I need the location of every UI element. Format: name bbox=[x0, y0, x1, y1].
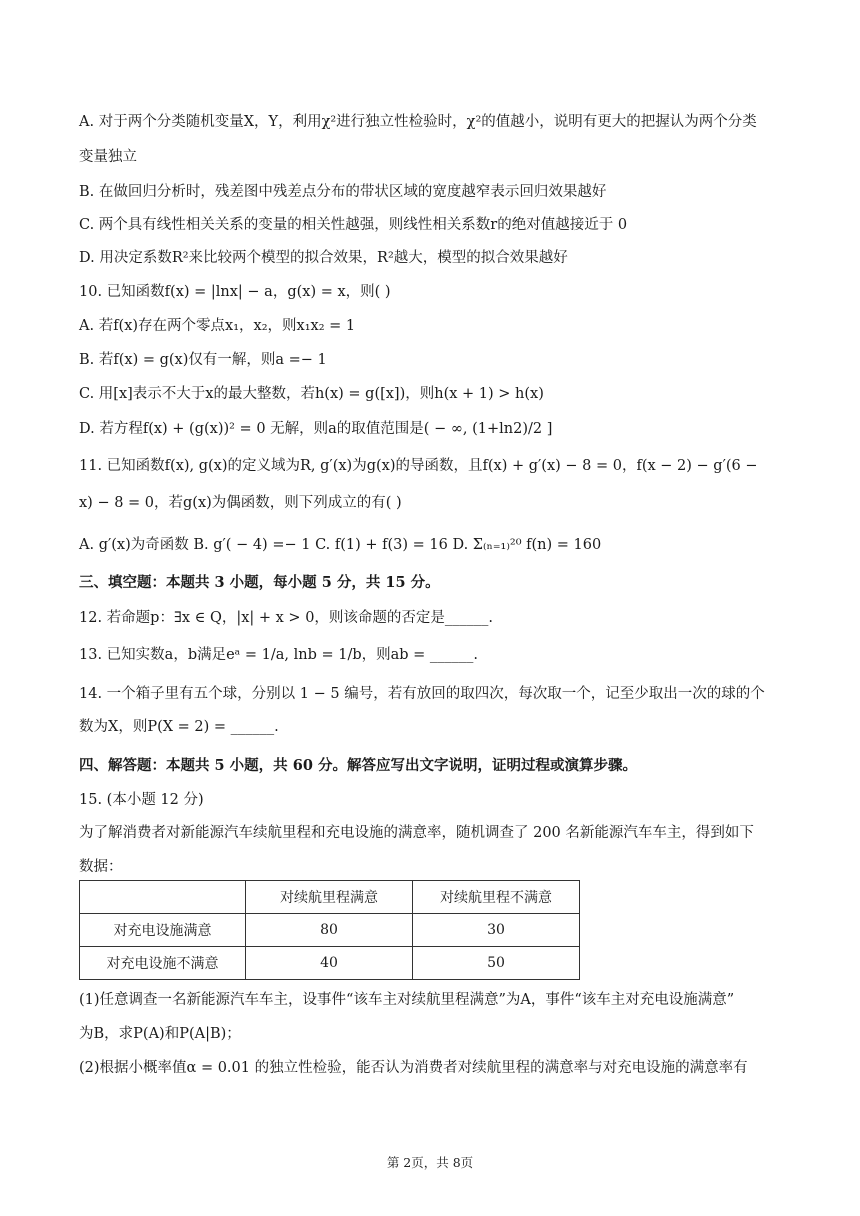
table-header-cell: 对续航里程满意 bbox=[246, 881, 413, 914]
text-line: D. 用决定系数R²来比较两个模型的拟合效果，R²越大，模型的拟合效果越好 bbox=[79, 250, 568, 266]
table-row bbox=[80, 947, 580, 980]
text-line: 15. (本小题 12 分) bbox=[79, 792, 204, 808]
table-header-row bbox=[80, 881, 580, 914]
text-line: 11. 已知函数f(x), g(x)的定义域为R, g′(x)为g(x)的导函数，且f(x) + g′(x) − 8 = 0，f(x − 2) − g′(6 − bbox=[79, 458, 758, 474]
text-line: B. 在做回归分析时，残差图中残差点分布的带状区域的宽度越窄表示回归效果越好 bbox=[79, 184, 607, 200]
text-line: 数据： bbox=[79, 859, 123, 875]
table-header-cell bbox=[80, 881, 246, 914]
text-line: 10. 已知函数f(x) = |lnx| − a，g(x) = x，则( ) bbox=[79, 284, 391, 300]
text-line: 为了解消费者对新能源汽车续航里程和充电设施的满意率，随机调查了 200 名新能源汽车车主，得到如下 bbox=[79, 825, 754, 841]
survey-table bbox=[79, 880, 580, 980]
text-line: 12. 若命题p：∃x ∈ Q，|x| + x > 0，则该命题的否定是______. bbox=[79, 610, 494, 626]
text-line: 数为X，则P(X = 2) = ______. bbox=[79, 719, 279, 735]
text-line: A. g′(x)为奇函数 B. g′( − 4) =− 1 C. f(1) + f(3) = 16 D. Σ₍ₙ₌₁₎²⁰ f(n) = 160 bbox=[79, 537, 602, 553]
text-line: A. 对于两个分类随机变量X，Y，利用χ²进行独立性检验时，χ²的值越小，说明有更大的把握认为两个分类 bbox=[79, 114, 757, 130]
text-line: C. 用[x]表示不大于x的最大整数，若h(x) = g([x])，则h(x + 1) > h(x) bbox=[79, 386, 544, 402]
table-cell: 40 bbox=[246, 947, 413, 980]
text-line: (2)根据小概率值α = 0.01 的独立性检验，能否认为消费者对续航里程的满意率与对充电设施的满意率有 bbox=[79, 1060, 748, 1076]
text-line: x) − 8 = 0，若g(x)为偶函数，则下列成立的有( ) bbox=[79, 495, 402, 511]
text-line: D. 若方程f(x) + (g(x))² = 0 无解，则a的取值范围是( − ∞, (1+ln2)/2 ] bbox=[79, 421, 553, 437]
table-cell: 对充电设施不满意 bbox=[80, 947, 246, 980]
table-cell: 30 bbox=[413, 914, 580, 947]
page-footer: 第 2页，共 8页 bbox=[386, 1155, 474, 1170]
table-row bbox=[80, 914, 580, 947]
text-line: 三、填空题：本题共 3 小题，每小题 5 分，共 15 分。 bbox=[79, 574, 440, 591]
text-line: 变量独立 bbox=[79, 149, 137, 165]
table-cell: 80 bbox=[246, 914, 413, 947]
text-line: 14. 一个箱子里有五个球，分别以 1 − 5 编号，若有放回的取四次，每次取一个，记至少取出一次的球的个 bbox=[79, 686, 765, 702]
text-line: A. 若f(x)存在两个零点x₁，x₂，则x₁x₂ = 1 bbox=[79, 318, 356, 334]
text-line: 四、解答题：本题共 5 小题，共 60 分。解答应写出文字说明，证明过程或演算步骤。 bbox=[79, 757, 637, 774]
text-line: B. 若f(x) = g(x)仅有一解，则a =− 1 bbox=[79, 352, 327, 368]
text-line: C. 两个具有线性相关关系的变量的相关性越强，则线性相关系数r的绝对值越接近于 0 bbox=[79, 217, 628, 233]
text-line: (1)任意调查一名新能源汽车车主，设事件“该车主对续航里程满意”为A，事件“该车主对充电设施满意” bbox=[79, 992, 735, 1008]
text-line: 为B，求P(A)和P(A|B)； bbox=[79, 1026, 241, 1042]
table-cell: 对充电设施满意 bbox=[80, 914, 246, 947]
table-cell: 50 bbox=[413, 947, 580, 980]
text-line: 13. 已知实数a，b满足eᵃ = 1/a, lnb = 1/b，则ab = ______. bbox=[79, 647, 479, 663]
table-header-cell: 对续航里程不满意 bbox=[413, 881, 580, 914]
